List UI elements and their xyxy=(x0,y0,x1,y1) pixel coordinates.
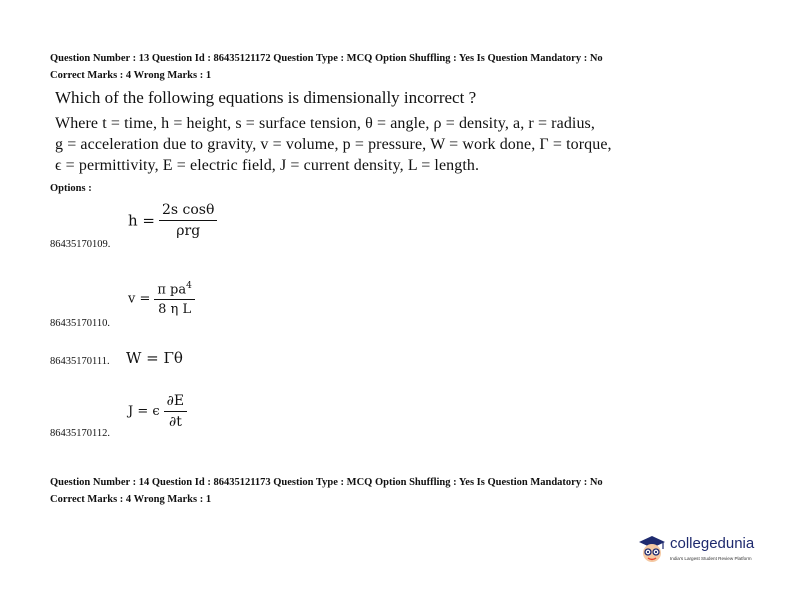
option-4-numerator: ∂E xyxy=(164,393,187,412)
option-1-fraction xyxy=(159,202,217,239)
option-4-equation xyxy=(128,393,187,430)
option-4-fraction xyxy=(164,393,187,430)
option-2-lhs: v = xyxy=(128,291,151,307)
logo-tagline: India's Largest Student Review Platform xyxy=(670,556,752,561)
q13-meta-line2: Correct Marks : 4 Wrong Marks : 1 xyxy=(50,70,212,81)
option-2-numerator xyxy=(154,281,194,300)
q13-title: Which of the following equations is dimensionally incorrect ? xyxy=(55,88,477,107)
option-2-numerator-text: π pa xyxy=(157,282,187,298)
option-1-equation xyxy=(128,202,217,239)
collegedunia-logo xyxy=(636,533,766,573)
option-4-lhs: J = ϵ xyxy=(128,404,160,419)
option-2-id: 86435170110. xyxy=(50,318,110,329)
option-2-fraction xyxy=(154,281,194,317)
option-1-denominator: ρrg xyxy=(176,223,201,239)
options-label: Options : xyxy=(50,183,92,194)
option-1-lhs: h = xyxy=(128,211,155,230)
option-2-exponent: 4 xyxy=(186,281,192,291)
q13-body-line2: g = acceleration due to gravity, v = volume, p = pressure, W = work done, Γ = torque, xyxy=(55,136,612,153)
option-3-id: 86435170111. xyxy=(50,356,110,367)
logo-name: collegedunia xyxy=(670,535,755,552)
option-4-id: 86435170112. xyxy=(50,428,110,439)
option-3-equation: W = Γθ xyxy=(126,349,183,367)
option-2-denominator: 8 η L xyxy=(158,302,192,318)
option-2-equation xyxy=(128,281,195,317)
q13-body-line1: Where t = time, h = height, s = surface tension, θ = angle, ρ = density, a, r = radius, xyxy=(55,115,595,132)
option-1-id: 86435170109. xyxy=(50,239,111,250)
q14-meta-line1: Question Number : 14 Question Id : 86435121173 Question Type : MCQ Option Shuffling : Yes Is Question Mandatory : No xyxy=(50,477,603,488)
option-1-numerator: 2s cosθ xyxy=(159,202,217,221)
mascot-icon xyxy=(636,533,668,567)
q14-meta-line2: Correct Marks : 4 Wrong Marks : 1 xyxy=(50,494,212,505)
q13-body-line3: ϵ = permittivity, E = electric field, J = current density, L = length. xyxy=(55,157,480,174)
q13-meta-line1: Question Number : 13 Question Id : 86435121172 Question Type : MCQ Option Shuffling : Yes Is Question Mandatory : No xyxy=(50,53,603,64)
option-4-denominator: ∂t xyxy=(168,414,182,430)
